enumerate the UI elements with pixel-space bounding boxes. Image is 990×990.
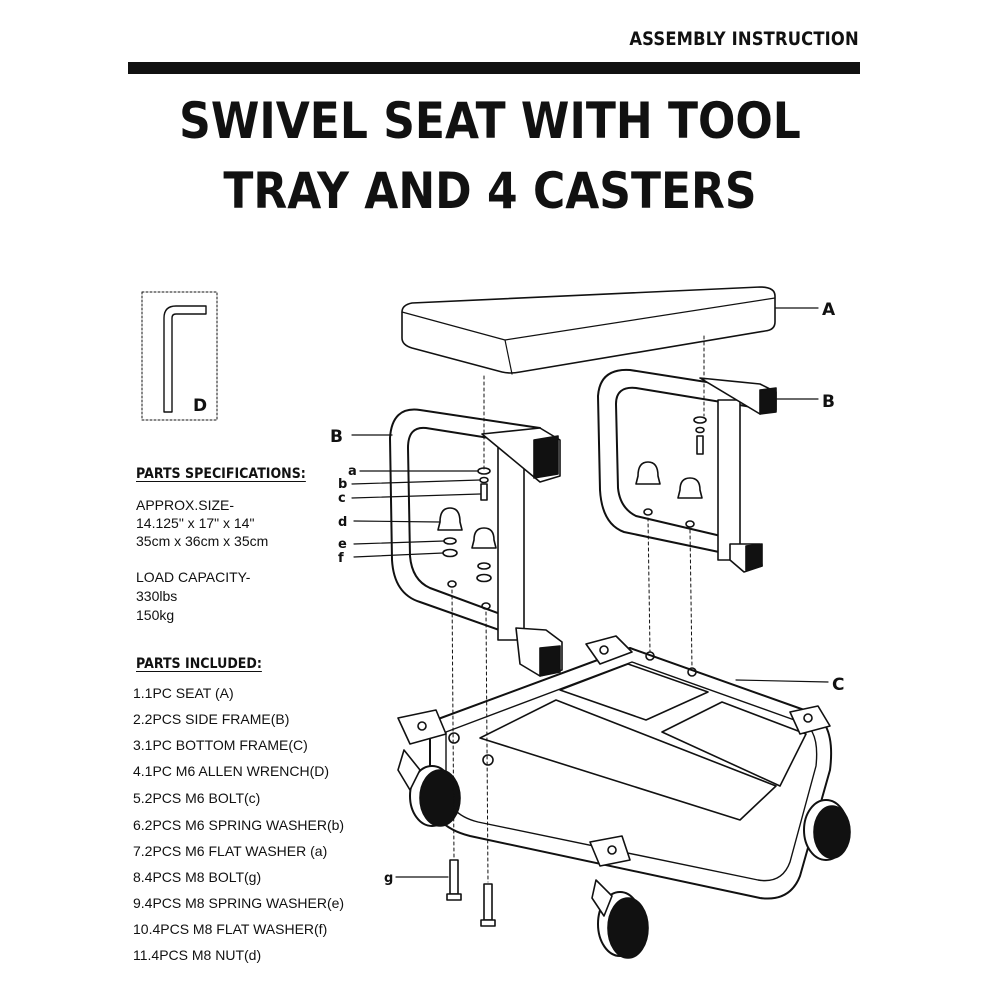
part-item: 7.2PCS M6 FLAT WASHER (a) (133, 843, 328, 859)
seat-part (402, 287, 775, 374)
callout-flat-washer-m8: f (338, 551, 344, 566)
callout-bolt-m8: g (384, 871, 394, 886)
part-item: 9.4PCS M8 SPRING WASHER(e) (133, 895, 345, 911)
part-item: 4.1PC M6 ALLEN WRENCH(D) (133, 763, 330, 779)
part-item: 11.4PCS M8 NUT(d) (133, 947, 262, 963)
spec-size-label: APPROX.SIZE- (136, 497, 235, 513)
part-item: 10.4PCS M8 FLAT WASHER(f) (133, 921, 328, 937)
spec-load-label: LOAD CAPACITY- (136, 569, 251, 585)
header-label: ASSEMBLY INSTRUCTION (629, 28, 859, 50)
callout-seat: A (822, 300, 836, 320)
callout-nut-m8: d (338, 515, 348, 530)
callout-side-frame-right: B (822, 392, 835, 412)
spec-load-kg: 150kg (136, 607, 175, 623)
part-item: 1.1PC SEAT (A) (133, 685, 234, 701)
callout-bolt-m6: c (338, 491, 346, 506)
spec-size-metric: 35cm x 36cm x 35cm (136, 533, 269, 549)
specs-heading: PARTS SPECIFICATIONS: (136, 466, 306, 482)
callout-side-frame-left: B (330, 427, 343, 447)
title-line-1: SWIVEL SEAT WITH TOOL (179, 92, 801, 150)
side-frame-right (598, 370, 776, 572)
callout-flat-washer-m6: a (348, 464, 357, 479)
callout-bottom-frame: C (832, 675, 845, 695)
spec-load-lbs: 330lbs (136, 588, 178, 604)
parts-heading: PARTS INCLUDED: (136, 656, 262, 672)
bottom-frame-tray (398, 636, 850, 958)
part-item: 3.1PC BOTTOM FRAME(C) (133, 737, 308, 753)
callout-allen-wrench: D (193, 396, 208, 416)
title-line-2: TRAY AND 4 CASTERS (223, 162, 757, 220)
spec-size-imperial: 14.125" x 17" x 14" (136, 515, 255, 531)
part-item: 2.2PCS SIDE FRAME(B) (133, 711, 290, 727)
callout-spring-washer-m6: b (338, 477, 348, 492)
part-item: 6.2PCS M6 SPRING WASHER(b) (133, 817, 345, 833)
part-item: 5.2PCS M6 BOLT(c) (133, 790, 261, 806)
part-item: 8.4PCS M8 BOLT(g) (133, 869, 262, 885)
callout-spring-washer-m8: e (338, 537, 347, 552)
hardware-m8-nuts (438, 462, 702, 609)
